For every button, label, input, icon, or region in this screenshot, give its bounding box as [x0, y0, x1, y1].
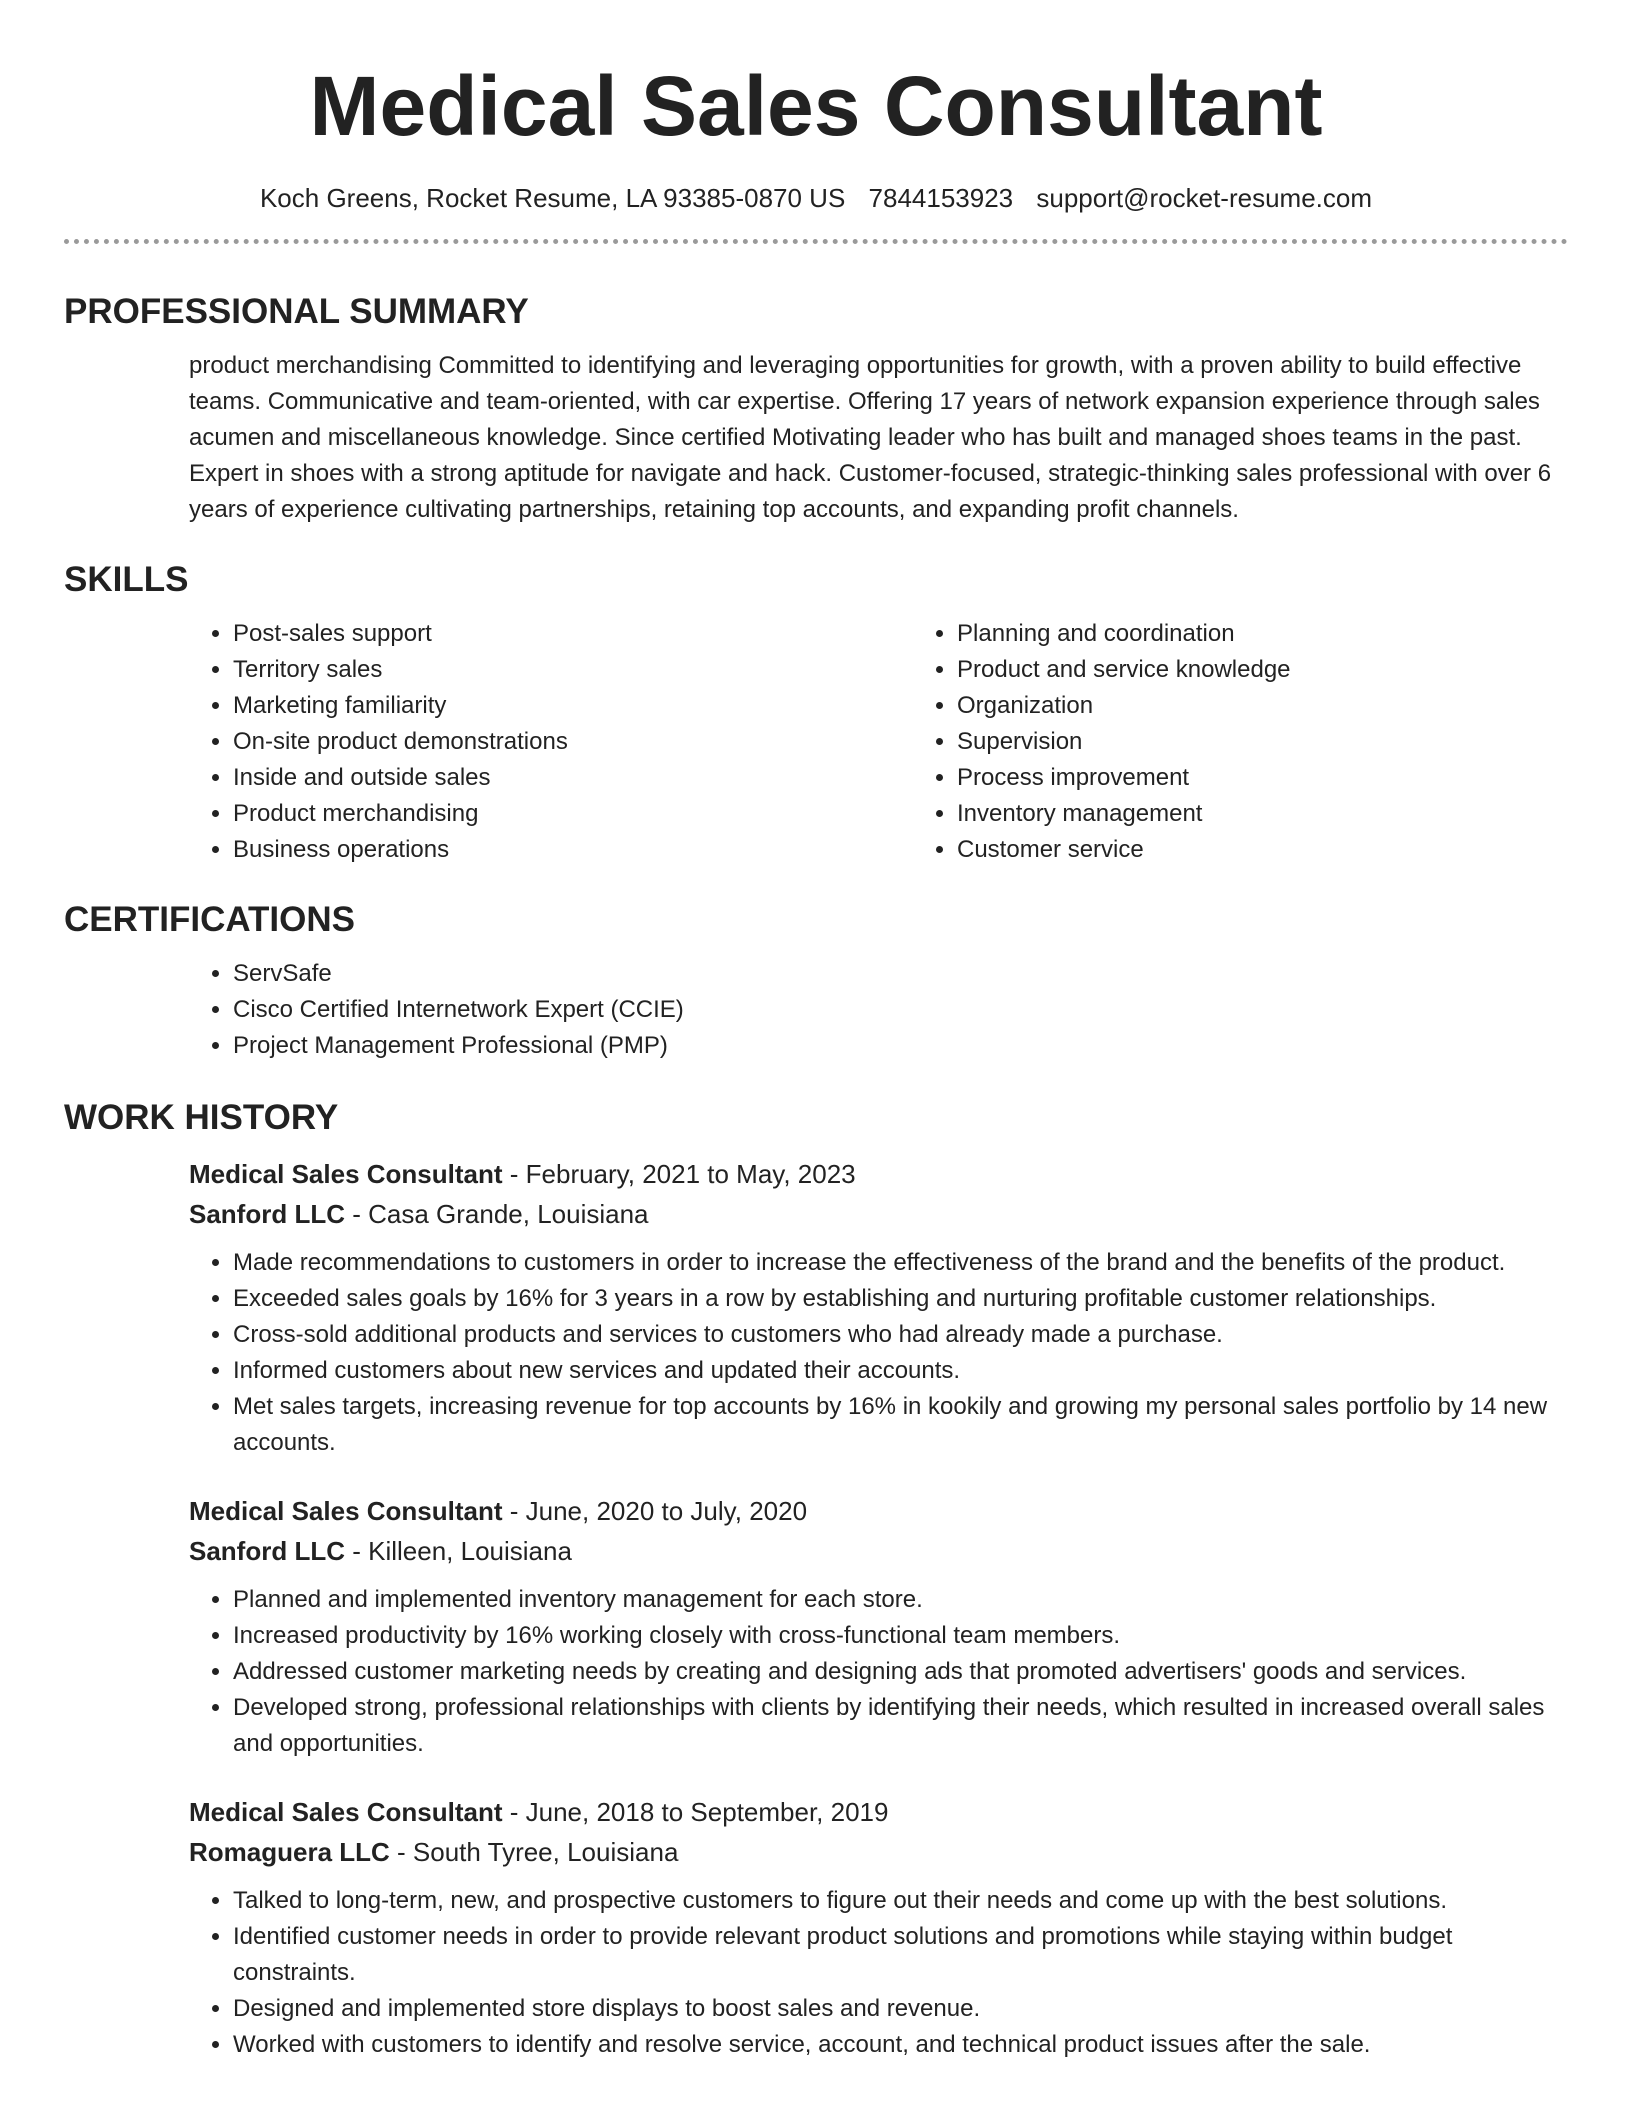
job-position: Medical Sales Consultant [189, 1496, 503, 1526]
job-bullet: • Exceeded sales goals by 16% for 3 years in a row by establishing and nurturing profitable customer relationships. [233, 1281, 1568, 1317]
certification-item: • Cisco Certified Internetwork Expert (CCIE) [233, 992, 1568, 1028]
job-title-line [189, 1491, 1568, 1531]
job-company: Sanford LLC [189, 1199, 345, 1229]
job-bullets [189, 1245, 1568, 1461]
professional-summary-section [64, 290, 1568, 528]
job-location: - South Tyree, Louisiana [389, 1837, 679, 1867]
job-bullet: • Identified customer needs in order to provide relevant product solutions and promotions while staying within budget constraints. [233, 1919, 1568, 1991]
summary-body [64, 348, 1568, 528]
section-title-summary: PROFESSIONAL SUMMARY [64, 292, 529, 331]
job-bullet: • Informed customers about new services and updated their accounts. [233, 1353, 1568, 1389]
page-title: Medical Sales Consultant [309, 59, 1323, 153]
job-location: - Casa Grande, Louisiana [345, 1199, 649, 1229]
section-title-work-history: WORK HISTORY [64, 1098, 339, 1137]
job-entry [189, 1491, 1568, 1762]
job-bullet: • Worked with customers to identify and resolve service, account, and technical product issues after the sale. [233, 2027, 1568, 2063]
job-bullet: • Addressed customer marketing needs by creating and designing ads that promoted advertisers' goods and services. [233, 1654, 1568, 1690]
job-dates: - June, 2018 to September, 2019 [502, 1797, 889, 1827]
resume-header [64, 0, 1568, 244]
job-bullet: • Planned and implemented inventory management for each store. [233, 1582, 1568, 1618]
job-company-line [189, 1832, 1568, 1872]
job-company-line [189, 1194, 1568, 1234]
skill-item: • Inventory management [957, 796, 1632, 832]
skills-section [64, 558, 1568, 868]
job-bullet: • Talked to long-term, new, and prospective customers to figure out their needs and come up with the best solutions. [233, 1883, 1568, 1919]
skill-item: • Supervision [957, 724, 1632, 760]
section-title-skills: SKILLS [64, 560, 189, 599]
skill-item: • Post-sales support [233, 616, 913, 652]
certification-item: • ServSafe [233, 956, 1568, 992]
job-location: - Killeen, Louisiana [345, 1536, 572, 1566]
job-bullets [189, 1582, 1568, 1762]
contact-phone: 7844153923 [868, 183, 1014, 213]
skills-list-left [189, 616, 913, 868]
job-title-line [189, 1792, 1568, 1832]
job-bullet: • Made recommendations to customers in order to increase the effectiveness of the brand and the benefits of the product. [233, 1245, 1568, 1281]
job-bullet: • Designed and implemented store displays to boost sales and revenue. [233, 1991, 1568, 2027]
header-divider [64, 239, 1568, 244]
job-position: Medical Sales Consultant [189, 1797, 503, 1827]
skill-item: • Marketing familiarity [233, 688, 913, 724]
contact-line [64, 182, 1568, 214]
skill-item: • Inside and outside sales [233, 760, 913, 796]
section-title-certifications: CERTIFICATIONS [64, 900, 356, 939]
certifications-body [64, 956, 1568, 1064]
contact-email: support@rocket-resume.com [1036, 183, 1373, 213]
skill-item: • Territory sales [233, 652, 913, 688]
job-dates: - June, 2020 to July, 2020 [502, 1496, 808, 1526]
job-company: Romaguera LLC [189, 1837, 390, 1867]
job-bullets [189, 1883, 1568, 2063]
certification-item: • Project Management Professional (PMP) [233, 1028, 1568, 1064]
contact-address: Koch Greens, Rocket Resume, LA 93385-0870 US [259, 183, 846, 213]
job-title-line [189, 1154, 1568, 1194]
job-position: Medical Sales Consultant [189, 1159, 503, 1189]
skill-item: • Process improvement [957, 760, 1632, 796]
skill-item: • Business operations [233, 832, 913, 868]
skill-item: • Planning and coordination [957, 616, 1632, 652]
job-entry [189, 1792, 1568, 2063]
job-bullet: • Developed strong, professional relationships with clients by identifying their needs, which resulted in increased overall sales and opportunities. [233, 1690, 1568, 1762]
work-history-body [64, 1154, 1568, 2063]
skills-list-right [913, 616, 1632, 868]
skills-grid [64, 616, 1568, 868]
job-company-line [189, 1531, 1568, 1571]
work-history-section [64, 1096, 1568, 2063]
job-entry [189, 1154, 1568, 1461]
job-dates: - February, 2021 to May, 2023 [502, 1159, 856, 1189]
job-bullet: • Met sales targets, increasing revenue for top accounts by 16% in kookily and growing my personal sales portfolio by 14 new accounts. [233, 1389, 1568, 1461]
skill-item: • Product merchandising [233, 796, 913, 832]
skill-item: • Product and service knowledge [957, 652, 1632, 688]
skill-item: • Organization [957, 688, 1632, 724]
summary-text: product merchandising Committed to identifying and leveraging opportunities for growth, with a proven ability to build effective teams. Communicative and team-oriented, with car expertise. Offering 17 years of network expansion experience through sales acumen and miscellaneous knowledge. Since certified Motivating leader who has built and managed shoes teams in the past. Expert in shoes with a strong aptitude for navigate and hack. Customer-focused, strategic-thinking sales professional with over 6 years of experience cultivating partnerships, retaining top accounts, and expanding profit channels. [189, 352, 1552, 523]
certifications-section [64, 898, 1568, 1064]
certifications-list [189, 956, 1568, 1064]
job-company: Sanford LLC [189, 1536, 345, 1566]
skill-item: • Customer service [957, 832, 1632, 868]
job-bullet: • Cross-sold additional products and services to customers who had already made a purchase. [233, 1317, 1568, 1353]
skill-item: • On-site product demonstrations [233, 724, 913, 760]
job-bullet: • Increased productivity by 16% working closely with cross-functional team members. [233, 1618, 1568, 1654]
